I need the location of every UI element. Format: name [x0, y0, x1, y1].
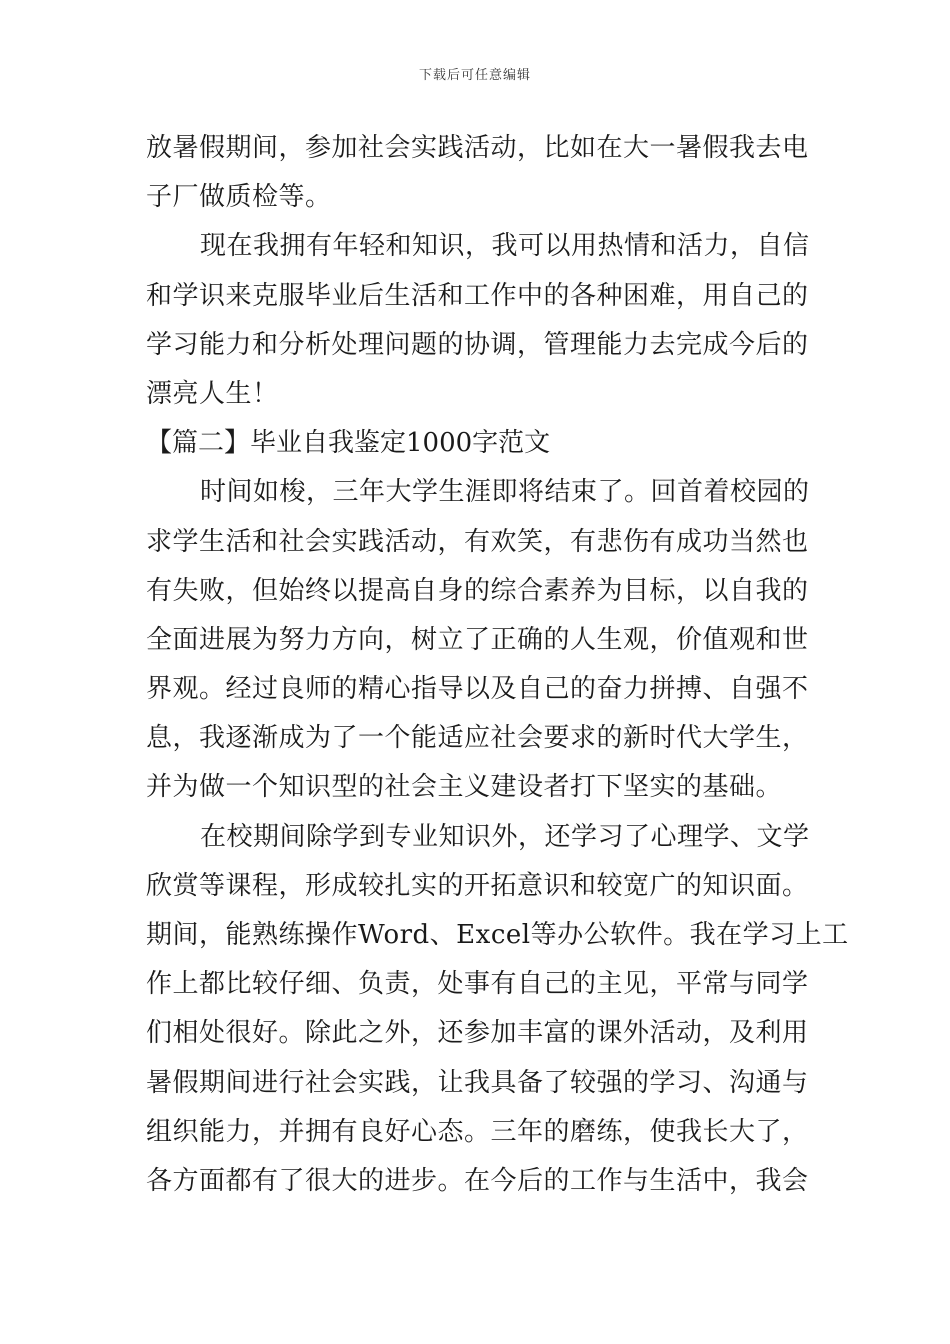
paragraph-line: 学习能力和分析处理问题的协调，管理能力去完成今后的: [146, 329, 809, 360]
paragraph-line: 欣赏等课程，形成较扎实的开拓意识和较宽广的知识面。: [146, 870, 809, 901]
paragraph-line: 放暑假期间，参加社会实践活动，比如在大一暑假我去电: [146, 133, 809, 163]
paragraph-line: 子厂做质检等。: [146, 182, 332, 213]
paragraph-line: 组织能力，并拥有良好心态。三年的磨练，使我长大了，: [146, 1116, 809, 1147]
paragraph-line: 界观。经过良师的精心指导以及自己的奋力拼搏、自强不: [146, 674, 809, 705]
section-heading: 【篇二】毕业自我鉴定1000字范文: [146, 428, 551, 459]
document-body: [146, 124, 849, 1206]
paragraph-line: 们相处很好。除此之外，还参加丰富的课外活动，及利用: [146, 1018, 809, 1049]
paragraph-line: 息，我逐渐成为了一个能适应社会要求的新时代大学生，: [146, 723, 809, 754]
paragraph-line: 期间，能熟练操作Word、Excel等办公软件。我在学习上工: [146, 920, 849, 950]
header-note: 下载后可任意编辑: [418, 68, 531, 83]
paragraph-line: 有失败，但始终以提高自身的综合素养为目标，以自我的: [146, 575, 809, 606]
paragraph-line: 并为做一个知识型的社会主义建设者打下坚实的基础。: [146, 772, 783, 803]
paragraph-line: 暑假期间进行社会实践，让我具备了较强的学习、沟通与: [146, 1067, 809, 1098]
paragraph-line: 现在我拥有年轻和知识，我可以用热情和活力，自信: [200, 231, 810, 262]
paragraph-line: 在校期间除学到专业知识外，还学习了心理学、文学: [200, 821, 810, 852]
paragraph-line: 求学生活和社会实践活动，有欢笑，有悲伤有成功当然也: [146, 526, 809, 557]
paragraph-line: 各方面都有了很大的进步。在今后的工作与生活中，我会: [146, 1165, 809, 1196]
paragraph-line: 全面进展为努力方向，树立了正确的人生观，价值观和世: [146, 624, 809, 655]
paragraph-line: 作上都比较仔细、负责，处事有自己的主见，平常与同学: [146, 969, 809, 1000]
paragraph-line: 和学识来克服毕业后生活和工作中的各种困难，用自己的: [146, 280, 809, 311]
paragraph-line: 漂亮人生！: [146, 378, 279, 409]
paragraph-line: 时间如梭，三年大学生涯即将结束了。回首着校园的: [200, 477, 810, 508]
